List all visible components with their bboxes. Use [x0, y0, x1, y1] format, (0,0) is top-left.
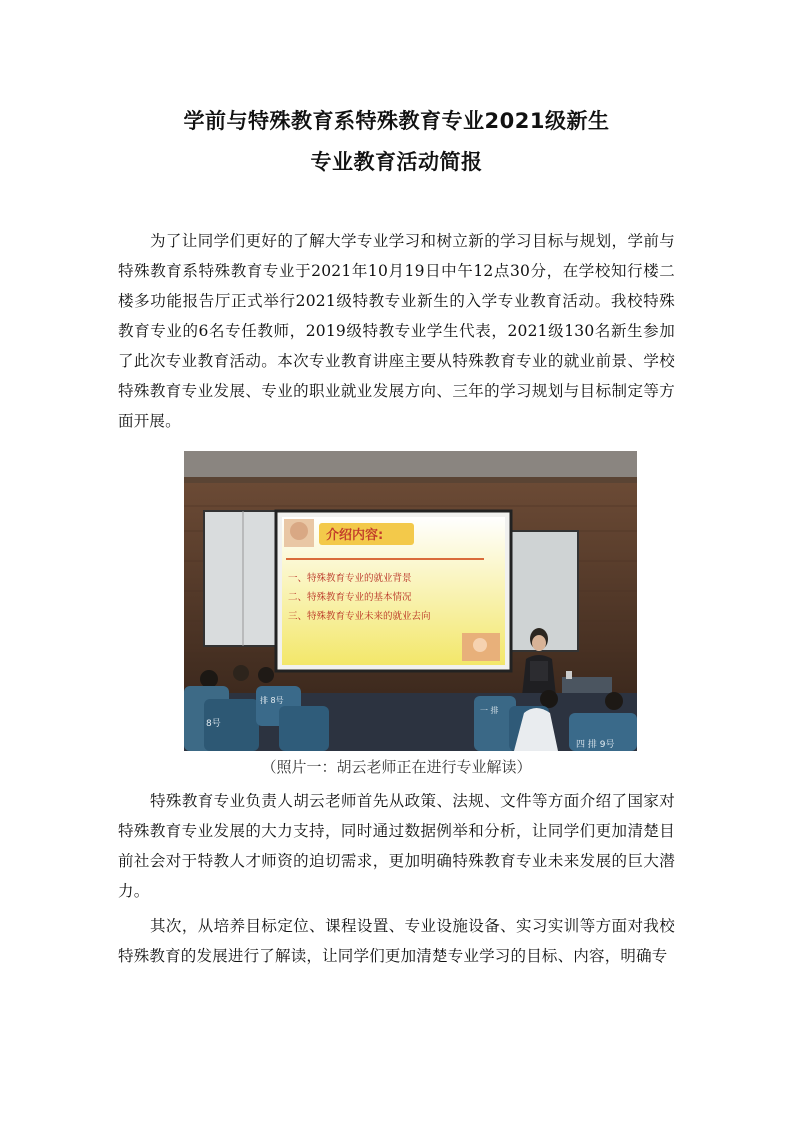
lecture-photo [184, 451, 637, 751]
seat-label-right-1: 一 排 [480, 706, 499, 715]
slide-title: 介绍内容: [326, 528, 384, 543]
photo-caption: （照片一：胡云老师正在进行专业解读） [261, 758, 532, 776]
body-paragraph: 特殊教育专业负责人胡云老师首先从政策、法规、文件等方面介绍了国家对特殊教育专业发展的大力支持，同时通过数据例举和分析，让同学们更加清楚目前社会对于特教人才师资的迫切需求，更加明确特殊教育专业未来发展的巨大潜力。 [118, 792, 675, 900]
slide-item-1: 一、特殊教育专业的就业背景 [288, 573, 412, 584]
seat-label-left-1: 8号 [206, 719, 221, 729]
slide-item-2: 二、特殊教育专业的基本情况 [288, 592, 412, 603]
document-title: 学前与特殊教育系特殊教育专业2021级新生 [183, 109, 610, 133]
seat-label-left-2: 排 8号 [260, 696, 284, 705]
document-subtitle: 专业教育活动简报 [310, 150, 483, 174]
seat-label-right-2: 四 排 9号 [576, 740, 615, 750]
slide-item-3: 三、特殊教育专业未来的就业去向 [288, 611, 431, 622]
body-paragraph: 其次，从培养目标定位、课程设置、专业设施设备、实习实训等方面对我校特殊教育的发展进行了解读，让同学们更加清楚专业学习的目标、内容，明确专 [118, 917, 675, 965]
body-paragraph: 为了让同学们更好的了解大学专业学习和树立新的学习目标与规划，学前与特殊教育系特殊教育专业于2021年10月19日中午12点30分，在学校知行楼二楼多功能报告厅正式举行2021级特教专业新生的入学专业教育活动。我校特殊教育专业的6名专任教师，2019级特教专业学生代表，2021级130名新生参加了此次专业教育活动。本次专业教育讲座主要从特殊教育专业的就业前景、学校特殊教育专业发展、专业的职业就业发展方向、三年的学习规划与目标制定等方面开展。 [118, 232, 675, 430]
